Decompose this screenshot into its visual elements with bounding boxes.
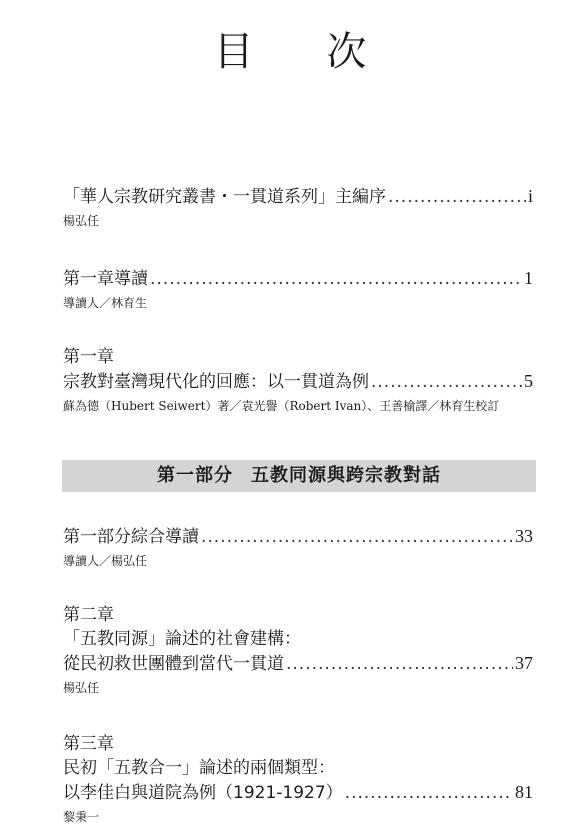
chapter-label: 第三章 (63, 734, 114, 754)
entry-author: 導讀人／楊弘任 (63, 554, 148, 568)
entry-author: 楊弘任 (63, 214, 100, 228)
entry-title: 第一部分綜合導讀 (63, 527, 199, 547)
chapter-label: 第二章 (63, 605, 114, 625)
leader-dots (388, 185, 526, 209)
entry-title: 第一章導讀 (63, 269, 148, 289)
entry-author: 蘇為德（Hubert Seiwert）著／袁光譽（Robert Ivan）、王善榆譯／林育生校訂 (63, 399, 500, 413)
page-number: 37 (515, 653, 533, 673)
entry-title-line2: 以李佳白與道院為例（1921-1927） (63, 783, 343, 803)
page-number: 81 (515, 782, 533, 802)
leader-dots (345, 781, 513, 805)
toc-entry-ch3[interactable] (63, 732, 533, 826)
toc-entry-part1-guide[interactable] (63, 524, 533, 570)
part-title: 五教同源與跨宗教對話 (251, 465, 441, 486)
leader-dots (150, 267, 522, 291)
entry-author: 黎秉一 (63, 810, 100, 824)
page-number: 33 (515, 526, 533, 546)
entry-title-line2: 從民初救世團體到當代一貫道 (63, 654, 284, 674)
toc-entry-ch1[interactable] (63, 345, 533, 415)
page-number: 5 (524, 371, 533, 391)
chapter-label: 第一章 (63, 347, 114, 367)
toc-entry-ch2[interactable] (63, 603, 533, 697)
entry-title: 宗教對臺灣現代化的回應：以一貫道為例 (63, 372, 369, 392)
leader-dots (201, 525, 513, 549)
page-title: 目 次 (213, 29, 397, 75)
toc-entry-ch1-guide[interactable] (63, 266, 533, 312)
page-number: 1 (524, 268, 533, 288)
part-banner (62, 460, 536, 492)
entry-author: 楊弘任 (63, 681, 100, 695)
leader-dots (371, 370, 522, 394)
entry-title: 「華人宗教研究叢書・一貫道系列」主編序 (63, 187, 386, 207)
entry-title-line1: 「五教同源」論述的社會建構： (63, 629, 301, 649)
leader-dots (286, 652, 513, 676)
toc-entry-preface[interactable] (63, 184, 533, 230)
page-number: i (527, 186, 533, 206)
entry-title-line1: 民初「五教合一」論述的兩個類型： (63, 758, 335, 778)
part-label: 第一部分 (157, 465, 233, 486)
entry-author: 導讀人／林育生 (63, 296, 148, 310)
